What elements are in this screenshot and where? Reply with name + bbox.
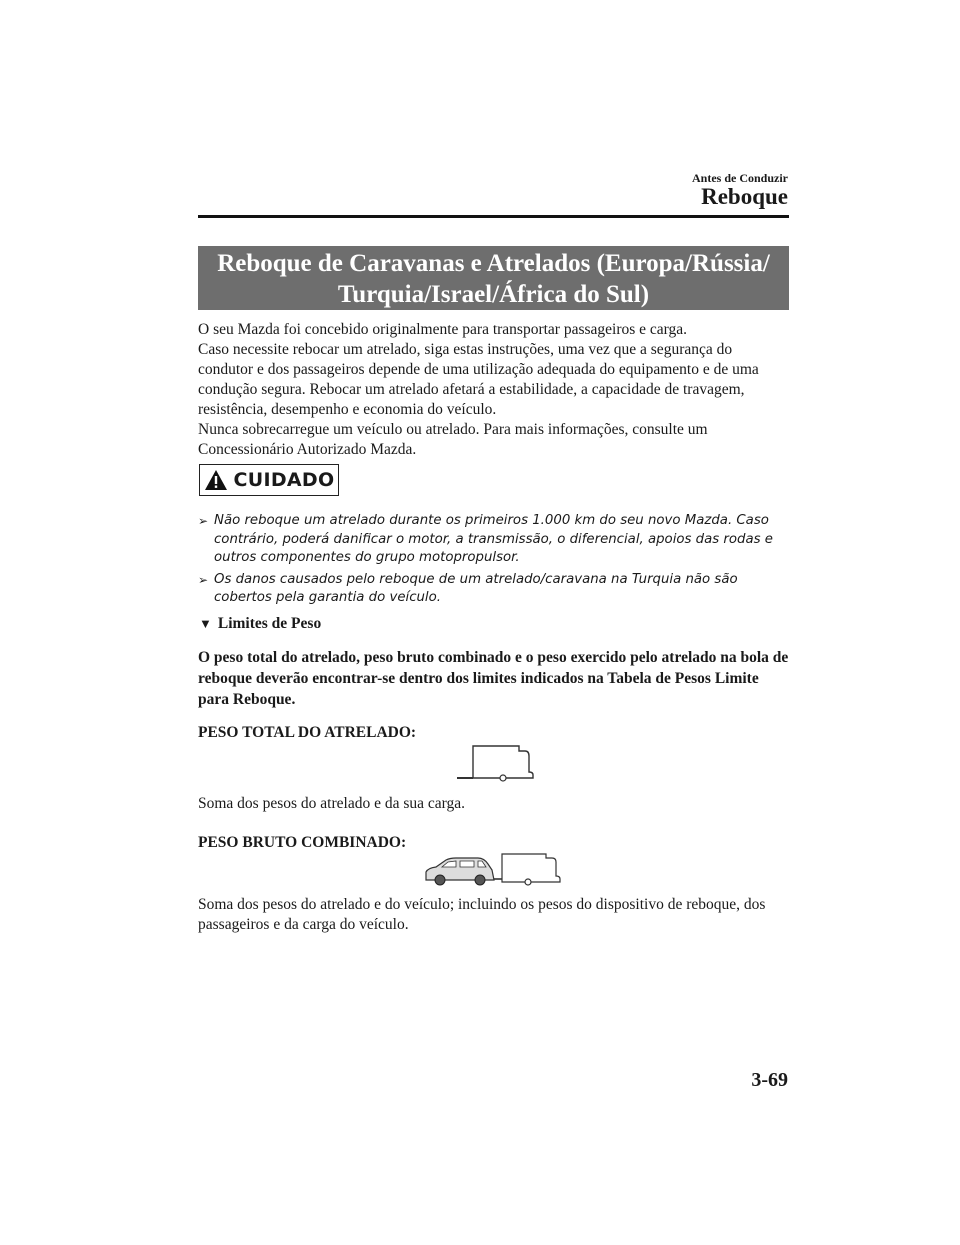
bullet-arrow-icon: ➢	[198, 572, 209, 587]
caution-item-text: Os danos causados pelo reboque de um atrelado/caravana na Turquia não são cobertos pela garantia do veículo.	[214, 571, 738, 605]
caution-item	[198, 571, 798, 608]
triangle-down-icon: ▼	[199, 616, 212, 631]
intro-text	[198, 320, 790, 460]
caution-item	[198, 512, 798, 568]
bullet-arrow-icon: ➢	[198, 514, 209, 528]
intro-paragraph-3: Nunca sobrecarregue um veículo ou atrelado. Para mais informações, consulte um Concessionário Autorizado Mazda.	[198, 421, 708, 458]
warning-icon	[204, 469, 228, 491]
weight-limits-heading-text: Limites de Peso	[217, 615, 322, 632]
caution-box	[199, 464, 339, 496]
page-number: 3-69	[751, 1069, 788, 1091]
intro-paragraph-1: O seu Mazda foi concebido originalmente para transportar passageiros e carga.	[198, 321, 688, 338]
caution-label: CUIDADO	[233, 469, 335, 491]
trailer-total-weight-label: PESO TOTAL DO ATRELADO:	[198, 724, 417, 741]
intro-paragraph-2: Caso necessite rebocar um atrelado, siga estas instruções, uma vez que a segurança do condutor e dos passageiros depende de uma utilização adequada do equipamento e de uma condução segura. Rebocar um atrelado afetará a estabilidade, a capacidade de travagem, resistência, desempenho e economia do veículo.	[198, 341, 759, 418]
header-divider	[198, 215, 789, 218]
weight-limits-intro: O peso total do atrelado, peso bruto combinado e o peso exercido pelo atrelado na bola de reboque deverão encontrar-se dentro dos limites indicados na Tabela de Pesos Limite para Reboque.	[198, 649, 789, 708]
caution-list	[198, 512, 798, 611]
car-with-trailer-icon	[422, 852, 562, 888]
trailer-illustration-icon	[455, 742, 535, 784]
trailer-total-weight-description: Soma dos pesos do atrelado e da sua carga.	[198, 795, 466, 812]
section-title-line1: Reboque de Caravanas e Atrelados (Europa/Rússia/	[217, 250, 770, 277]
weight-limits-heading	[199, 615, 321, 633]
caution-item-text: Não reboque um atrelado durante os primeiros 1.000 km do seu novo Mazda. Caso contrário, poderá danificar o motor, a transmissão, o diferencial, apoios das rodas e outros componentes do grupo motopropulsor.	[214, 513, 773, 565]
section-title-banner	[198, 246, 789, 310]
header-chapter-title: Reboque	[701, 184, 788, 209]
header-section-name: Antes de Conduzir	[691, 171, 788, 185]
gross-combined-weight-label: PESO BRUTO COMBINADO:	[198, 834, 407, 851]
section-title-line2: Turquia/Israel/África do Sul)	[337, 281, 650, 308]
gross-combined-weight-description: Soma dos pesos do atrelado e do veículo; incluindo os pesos do dispositivo de reboque, dos passageiros e da carga do veículo.	[198, 896, 766, 933]
